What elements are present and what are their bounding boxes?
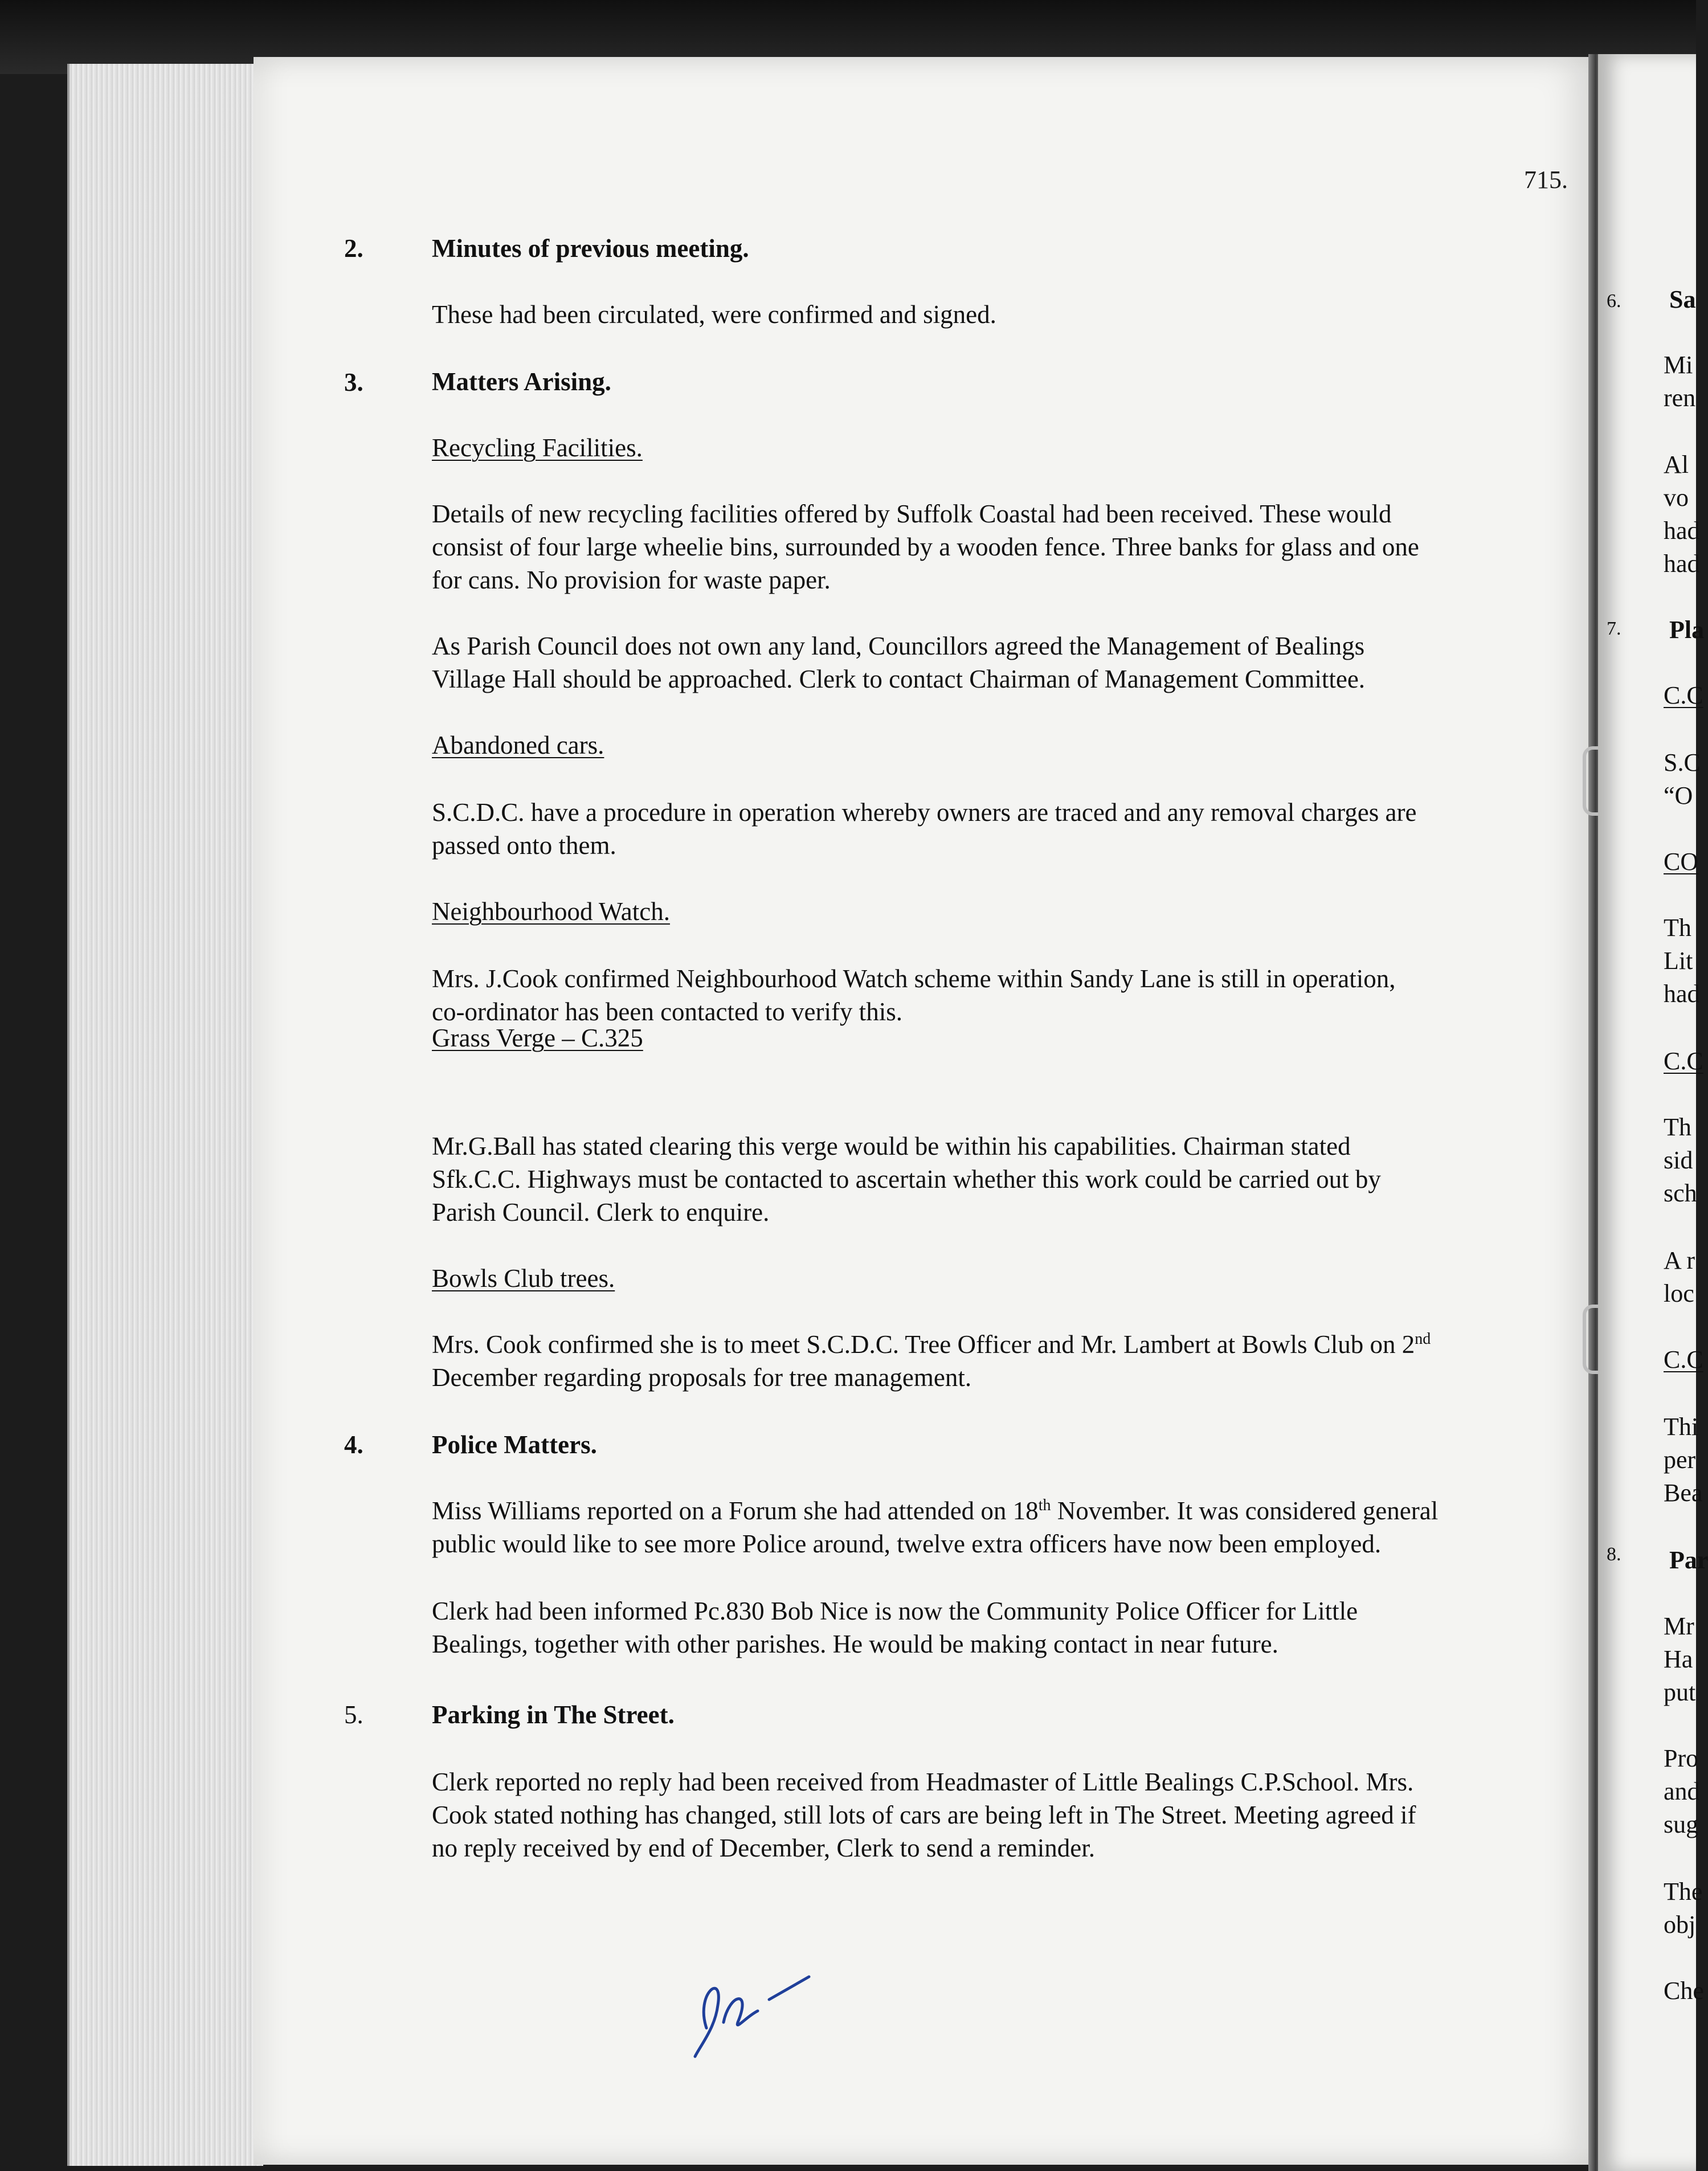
right-page-section-number: 7.	[1607, 618, 1621, 639]
section-title-minutes: Minutes of previous meeting.	[432, 234, 749, 263]
handwritten-initials-signature	[684, 1960, 832, 2062]
right-page-fragment: had	[1664, 980, 1700, 1008]
right-page-fragment: Al	[1664, 451, 1689, 479]
section-number: 2.	[344, 234, 363, 263]
right-page-fragment: Pro	[1664, 1744, 1699, 1772]
right-page-fragment: Par	[1669, 1546, 1708, 1574]
right-page-fragment: Mi	[1664, 351, 1693, 379]
section-number: 3.	[344, 368, 363, 396]
right-page-fragment: had	[1664, 517, 1700, 545]
right-page-fragment: C.C	[1664, 1346, 1703, 1373]
police-text-line: Clerk had been informed Pc.830 Bob Nice is now the Community Police Officer for Little	[432, 1597, 1358, 1625]
right-page-fragment: Thi	[1664, 1413, 1699, 1441]
recycling-text-line: As Parish Council does not own any land, Councillors agreed the Management of Bealings	[432, 632, 1365, 660]
right-facing-page	[1598, 54, 1708, 2171]
right-page-fragment: Che	[1664, 1977, 1704, 2005]
right-page-fragment: S.C	[1664, 749, 1701, 776]
right-page-section-number: 6.	[1607, 291, 1621, 312]
right-page-fragment: Th	[1664, 1113, 1691, 1141]
right-page-fragment: Lit	[1664, 947, 1693, 975]
page-stack-edge	[67, 64, 263, 2166]
right-page-fragment: vo	[1664, 484, 1689, 512]
minutes-text: These had been circulated, were confirmed and signed.	[432, 300, 996, 329]
right-page-fragment: A r	[1664, 1246, 1695, 1274]
cars-text-line: S.C.D.C. have a procedure in operation whereby owners are traced and any removal charges are	[432, 798, 1417, 827]
right-page-section-number: 8.	[1607, 1544, 1621, 1565]
recycling-text-line: Village Hall should be approached. Clerk to contact Chairman of Management Committee.	[432, 665, 1366, 693]
verge-text-line: Sfk.C.C. Highways must be contacted to ascertain whether this work could be carried out by	[432, 1165, 1381, 1193]
right-page-fragment: The	[1664, 1878, 1703, 1906]
right-page-fragment: obj	[1664, 1911, 1696, 1939]
section-title-parking: Parking in The Street.	[432, 1700, 675, 1729]
section-title-matters-arising: Matters Arising.	[432, 367, 611, 396]
parking-text-line: no reply received by end of December, Clerk to send a reminder.	[432, 1834, 1096, 1862]
recycling-text-line: for cans. No provision for waste paper.	[432, 566, 831, 594]
subheading-bowls-club: Bowls Club trees.	[432, 1264, 615, 1293]
right-page-fragment: Ha	[1664, 1645, 1693, 1673]
right-page-fragment: sug	[1664, 1810, 1699, 1838]
police-text-line: Miss Williams reported on a Forum she had attended on 18th November. It was considered general	[432, 1497, 1439, 1525]
right-page-fragment: Mr	[1664, 1612, 1694, 1640]
section-number: 5.	[344, 1700, 363, 1729]
page-number: 715.	[1524, 166, 1568, 194]
bowls-text-line: December regarding proposals for tree management.	[432, 1363, 972, 1392]
right-page-fragment: sch	[1664, 1179, 1697, 1207]
right-page-fragment: C.C	[1664, 1047, 1703, 1075]
subheading-recycling: Recycling Facilities.	[432, 434, 643, 462]
right-page-fragment: had	[1664, 550, 1700, 578]
parking-text-line: Clerk reported no reply had been received from Headmaster of Little Bealings C.P.School. Mrs.	[432, 1768, 1414, 1796]
police-text-line: Bealings, together with other parishes. He would be making contact in near future.	[432, 1630, 1278, 1658]
section-number: 4.	[344, 1430, 363, 1459]
cars-text-line: passed onto them.	[432, 831, 616, 860]
subheading-abandoned-cars: Abandoned cars.	[432, 731, 604, 759]
subheading-neighbourhood-watch: Neighbourhood Watch.	[432, 897, 670, 926]
right-page-fragment: put	[1664, 1678, 1696, 1706]
right-page-fragment: sid	[1664, 1146, 1693, 1174]
recycling-text-line: Details of new recycling facilities offered by Suffolk Coastal had been received. These would	[432, 500, 1392, 528]
subheading-grass-verge: Grass Verge – C.325	[432, 1024, 643, 1052]
watch-text-line: co-ordinator has been contacted to verify this.	[432, 997, 902, 1026]
verge-text-line: Parish Council. Clerk to enquire.	[432, 1198, 770, 1226]
bowls-text-line: Mrs. Cook confirmed she is to meet S.C.D.C. Tree Officer and Mr. Lambert at Bowls Club on 2nd	[432, 1330, 1431, 1359]
police-text-line: public would like to see more Police around, twelve extra officers have now been employed.	[432, 1530, 1382, 1558]
verge-text-line: Mr.G.Ball has stated clearing this verge would be within his capabilities. Chairman stated	[432, 1132, 1351, 1160]
right-page-fragment: Pla	[1669, 616, 1705, 644]
right-page-fragment: C.C	[1664, 681, 1703, 709]
right-page-fragment: CO	[1664, 848, 1699, 876]
right-page-fragment: ren	[1664, 384, 1696, 412]
section-title-police: Police Matters.	[432, 1430, 597, 1459]
right-page-fragment: per	[1664, 1446, 1696, 1474]
right-page-fragment: Bea	[1664, 1479, 1703, 1507]
right-page-fragment: and	[1664, 1777, 1700, 1805]
watch-text-line: Mrs. J.Cook confirmed Neighbourhood Watch scheme within Sandy Lane is still in operation,	[432, 964, 1396, 993]
right-page-fragment: Th	[1664, 914, 1691, 942]
right-page-fragment: Sa	[1669, 285, 1696, 313]
recycling-text-line: consist of four large wheelie bins, surrounded by a wooden fence. Three banks for glass and one	[432, 533, 1419, 561]
parking-text-line: Cook stated nothing has changed, still lots of cars are being left in The Street. Meeting agreed if	[432, 1801, 1416, 1829]
right-page-fragment: “O	[1664, 782, 1693, 809]
right-page-fragment: loc	[1664, 1279, 1694, 1307]
